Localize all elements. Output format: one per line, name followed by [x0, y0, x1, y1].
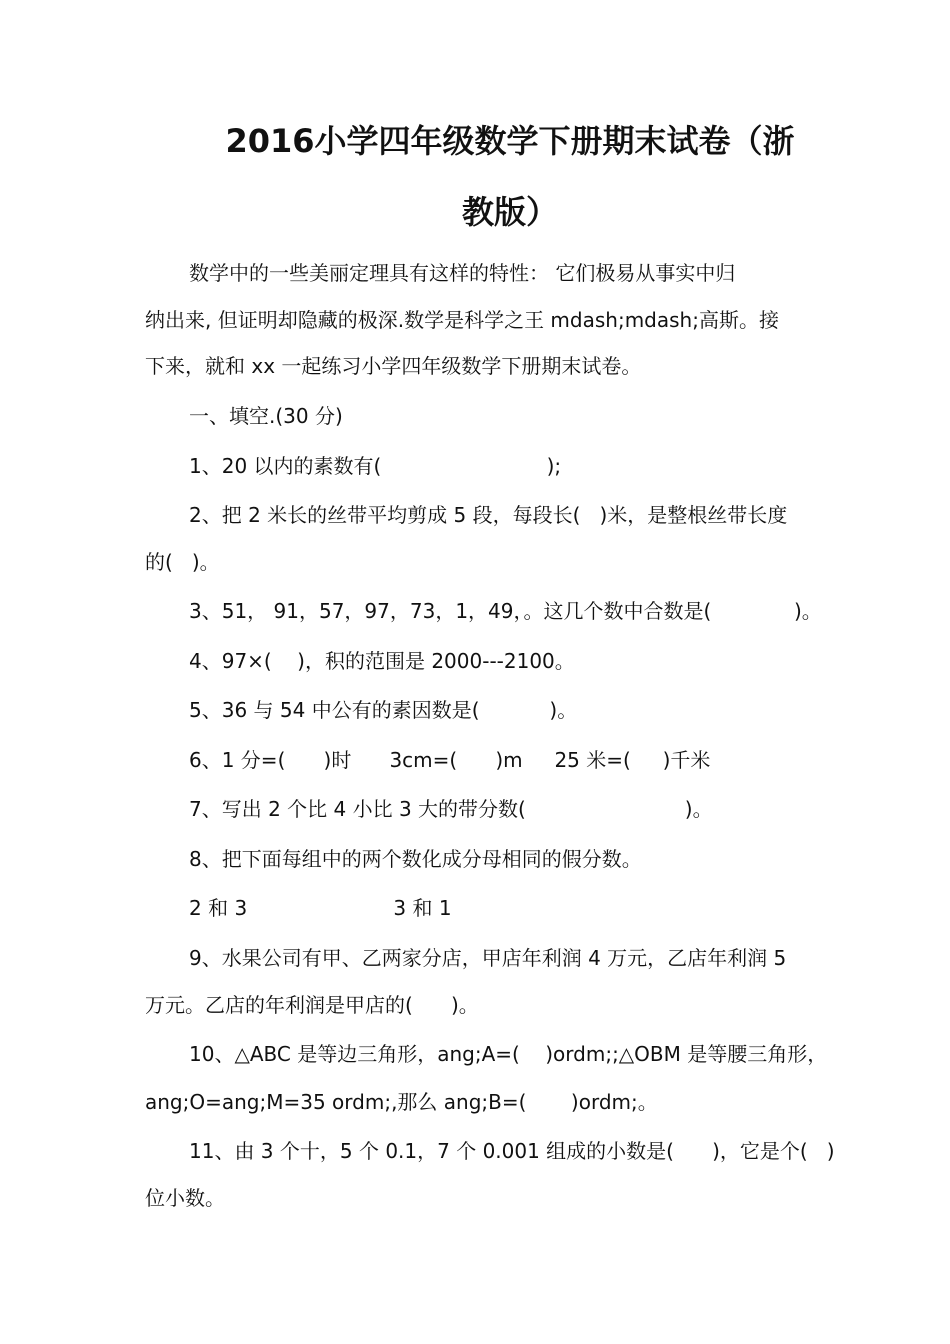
intro-paragraph-line-2: 纳出来, 但证明却隐藏的极深.数学是科学之王 mdash;mdash;高斯。接 — [145, 308, 779, 332]
intro-paragraph-line-3: 下来，就和 xx 一起练习小学四年级数学下册期末试卷。 — [145, 354, 642, 378]
question-9-line-1: 9、水果公司有甲、乙两家分店，甲店年利润 4 万元，乙店年利润 5 — [189, 946, 787, 970]
document-title-line-2: 教版） — [461, 193, 558, 231]
question-6: 6、1 分=( )时 3cm=( )m 25 米=( )千米 — [189, 748, 711, 772]
question-5: 5、36 与 54 中公有的素因数是( )。 — [189, 698, 578, 722]
question-10-line-2: ang;O=ang;M=35 ordm;,那么 ang;B=( )ordm;。 — [145, 1090, 658, 1114]
section-heading: 一、填空.(30 分) — [189, 404, 343, 428]
question-3: 3、51， 91，57，97，73，1，49，。这几个数中合数是( )。 — [189, 599, 822, 623]
question-1: 1、20 以内的素数有( ); — [189, 454, 562, 478]
document-title-line-1: 2016小学四年级数学下册期末试卷（浙 — [225, 122, 795, 160]
question-8: 8、把下面每组中的两个数化成分母相同的假分数。 — [189, 847, 642, 871]
question-10-line-1: 10、△ABC 是等边三角形，ang;A=( )ordm;;△OBM 是等腰三角形， — [189, 1042, 828, 1066]
question-11-line-1: 11、由 3 个十，5 个 0.1，7 个 0.001 组成的小数是( )，它是个( ) — [189, 1139, 835, 1163]
question-9-line-2: 万元。乙店的年利润是甲店的( )。 — [145, 993, 479, 1017]
question-8-items: 2 和 3 3 和 1 — [189, 896, 452, 920]
intro-paragraph-line-1: 数学中的一些美丽定理具有这样的特性： 它们极易从事实中归 — [189, 261, 736, 285]
question-2-line-1: 2、把 2 米长的丝带平均剪成 5 段，每段长( )米，是整根丝带长度 — [189, 503, 788, 527]
question-4: 4、97×( )，积的范围是 2000---2100。 — [189, 649, 575, 673]
question-2-line-2: 的( )。 — [145, 550, 220, 574]
question-11-line-2: 位小数。 — [145, 1186, 225, 1210]
question-7: 7、写出 2 个比 4 小比 3 大的带分数( )。 — [189, 797, 713, 821]
